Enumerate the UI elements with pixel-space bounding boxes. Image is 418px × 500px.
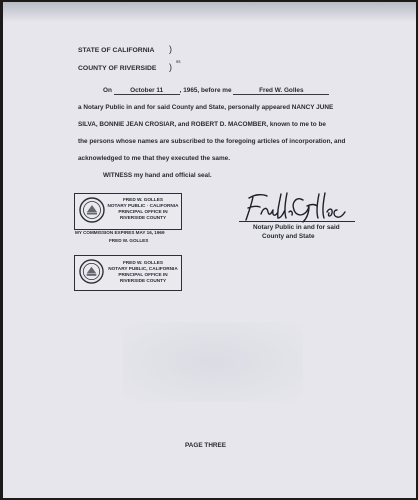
signature-caption-1: Notary Public in and for said bbox=[253, 224, 340, 231]
stamp-2-text bbox=[107, 260, 179, 284]
signature-line bbox=[239, 221, 355, 222]
stamp-1-name: FRED W. GOLLES bbox=[122, 197, 164, 202]
paper-watermark bbox=[123, 322, 303, 402]
notary-signature bbox=[241, 188, 361, 224]
ack-line-3: SILVA, BONNIE JEAN CROSIAR, and ROBERT D. MACOMBER, known to me to be bbox=[78, 121, 326, 128]
stamp-2-line3: PRINCIPAL OFFICE IN bbox=[118, 272, 168, 277]
notary-stamp-1 bbox=[74, 193, 182, 230]
stamp-2-name: FRED W. GOLLES bbox=[122, 260, 164, 265]
brace-top: ) bbox=[169, 44, 172, 54]
notary-stamp-2 bbox=[74, 255, 182, 291]
ss-mark: ss bbox=[176, 59, 181, 64]
page-top-shadow bbox=[3, 2, 416, 22]
stamp-2-line4: RIVERSIDE COUNTY bbox=[119, 278, 167, 283]
ack-line-1 bbox=[103, 87, 329, 95]
ack-line-2: a Notary Public in and for said County and State, personally appeared NANCY JUNE bbox=[78, 104, 334, 111]
page-footer: PAGE THREE bbox=[185, 442, 227, 449]
ack-date-blank bbox=[114, 87, 180, 95]
ack-line-5: acknowledged to me that they executed the same. bbox=[78, 155, 230, 162]
ack-line-4: the persons whose names are subscribed to the foregoing articles of incorporation, and bbox=[78, 138, 346, 145]
ack-date: October 11 bbox=[130, 87, 164, 94]
signature-caption-2: County and State bbox=[262, 233, 315, 240]
ack-notary-blank bbox=[233, 87, 329, 95]
ack-notary-name: Fred W. Golles bbox=[259, 87, 304, 94]
ack-on: On bbox=[103, 87, 112, 94]
brace-bottom: ) bbox=[169, 62, 172, 72]
witness-line: WITNESS my hand and official seal. bbox=[103, 172, 212, 179]
commission-expiry: MY COMMISSION EXPIRES MAY 16, 1969 bbox=[75, 230, 165, 235]
stamp-2-line2: NOTARY PUBLIC, CALIFORNIA bbox=[108, 266, 178, 271]
stamp-1-line4: RIVERSIDE COUNTY bbox=[119, 215, 167, 220]
stamp-1-under: FRED W. GOLLES bbox=[109, 238, 149, 243]
document-page bbox=[3, 2, 416, 498]
state-line: STATE OF CALIFORNIA bbox=[78, 47, 155, 54]
notary-seal-icon bbox=[79, 197, 105, 223]
county-line: COUNTY OF RIVERSIDE bbox=[78, 65, 157, 72]
stamp-1-text bbox=[107, 197, 179, 221]
ack-year: , 1965, before me bbox=[179, 87, 232, 94]
notary-seal-icon bbox=[79, 259, 104, 284]
stamp-1-line3: PRINCIPAL OFFICE IN bbox=[118, 209, 168, 214]
stamp-1-line2: NOTARY PUBLIC · CALIFORNIA bbox=[107, 203, 179, 208]
